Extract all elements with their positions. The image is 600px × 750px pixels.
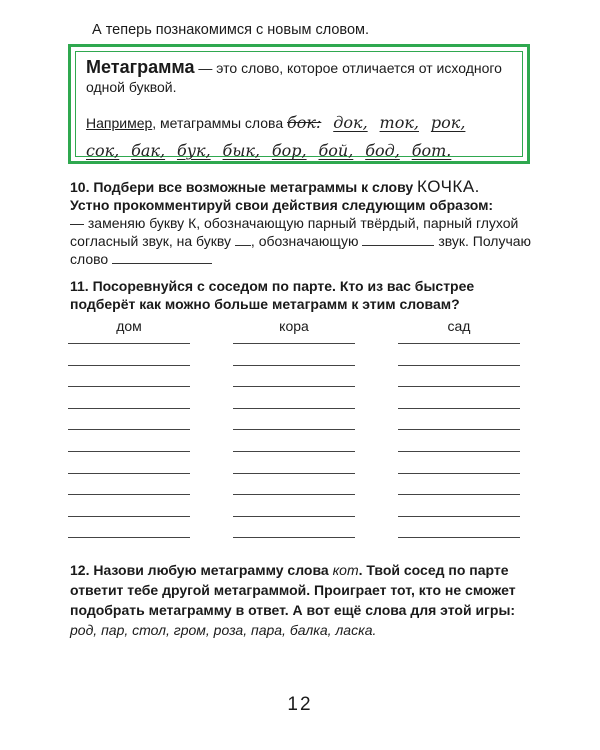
example-word: ток, xyxy=(379,113,419,132)
task-10-title: 10. Подбери все возможные метаграммы к слову xyxy=(70,179,414,195)
example-text: , метаграммы слова xyxy=(152,115,284,131)
answer-line[interactable] xyxy=(233,408,355,409)
column-kora xyxy=(233,318,355,538)
definition-box-inner xyxy=(75,51,523,160)
definition-term: Метаграмма xyxy=(86,57,195,77)
column-heading: кора xyxy=(279,318,309,334)
task-11 xyxy=(70,277,532,313)
answer-line[interactable] xyxy=(398,451,520,452)
example-word: бод, xyxy=(365,141,400,160)
task-10-line1b: , обозначающую xyxy=(250,233,359,249)
answer-line[interactable] xyxy=(398,537,520,538)
answer-line[interactable] xyxy=(68,494,190,495)
example-word: бор, xyxy=(271,141,307,160)
answer-line[interactable] xyxy=(233,386,355,387)
answer-line[interactable] xyxy=(233,429,355,430)
answer-line[interactable] xyxy=(68,386,190,387)
answer-line[interactable] xyxy=(233,537,355,538)
example-word: рок, xyxy=(430,113,466,132)
task-10-line1: — заменяю букву К, обозначающую парный твёрдый, парный глухой согласный звук, на букву xyxy=(70,215,519,249)
answer-line[interactable] xyxy=(398,408,520,409)
answer-line[interactable] xyxy=(233,343,355,344)
answer-line[interactable] xyxy=(398,473,520,474)
letter-blank[interactable] xyxy=(235,233,251,246)
example-word: бук, xyxy=(176,141,211,160)
example-base-word: бок: xyxy=(287,113,322,132)
page-number: 12 xyxy=(287,694,313,715)
answer-line[interactable] xyxy=(68,451,190,452)
answer-line[interactable] xyxy=(68,473,190,474)
task-12-words: род, пар, стол, гром, роза, пара, балка, ласка. xyxy=(70,622,377,638)
answer-line[interactable] xyxy=(398,516,520,517)
example-word: бак, xyxy=(131,141,166,160)
task-10-subtitle: Устно прокомментируй свои действия следующим образом: xyxy=(70,197,494,213)
example-lead: Например xyxy=(86,115,153,131)
answer-line[interactable] xyxy=(233,365,355,366)
task-12-word: кот xyxy=(332,562,359,578)
answer-line[interactable] xyxy=(68,343,190,344)
answer-line[interactable] xyxy=(398,429,520,430)
answer-line[interactable] xyxy=(398,343,520,344)
answer-line[interactable] xyxy=(68,537,190,538)
task-10 xyxy=(70,178,532,268)
example-word: сок, xyxy=(86,141,120,160)
task-12-part1: 12. Назови любую метаграмму слова xyxy=(70,562,329,578)
column-heading: дом xyxy=(116,318,142,334)
answer-line[interactable] xyxy=(233,516,355,517)
task-11-title: 11. Посоревнуйся с соседом по парте. Кто из вас быстрее подберёт как можно больше метаграмм к этим словам? xyxy=(70,278,475,312)
definition-paragraph xyxy=(86,58,512,97)
task-12 xyxy=(70,560,532,640)
task-10-line2: звук. Получаю слово xyxy=(70,233,532,267)
word-blank[interactable] xyxy=(112,251,212,264)
task-10-body xyxy=(70,214,532,268)
example-word: док, xyxy=(333,113,368,132)
task-12-text xyxy=(70,560,532,640)
task-12-part2: . Твой сосед по парте ответит тебе другой метаграммой. Проиграет тот, кто не сможет подобрать метаграмму в ответ. А вот ещё слова для этой игры: xyxy=(70,562,516,618)
task-10-word: КОЧКА. xyxy=(417,177,480,196)
example-word: бык, xyxy=(222,141,260,160)
task-10-title-line xyxy=(70,178,532,196)
answer-line[interactable] xyxy=(233,494,355,495)
intro-text: А теперь познакомимся с новым словом. xyxy=(92,22,370,38)
answer-line[interactable] xyxy=(398,494,520,495)
answer-line[interactable] xyxy=(233,451,355,452)
answer-line[interactable] xyxy=(233,473,355,474)
column-sad xyxy=(398,318,520,538)
answer-line[interactable] xyxy=(68,516,190,517)
example-word: бой, xyxy=(318,141,354,160)
answer-line[interactable] xyxy=(398,365,520,366)
answer-line[interactable] xyxy=(68,429,190,430)
example-word: бот. xyxy=(411,141,452,160)
definition-example xyxy=(86,109,512,165)
definition-box xyxy=(68,44,530,164)
answer-line[interactable] xyxy=(398,386,520,387)
answer-line[interactable] xyxy=(68,365,190,366)
column-heading: сад xyxy=(447,318,471,334)
definition-text: — это слово, которое отличается от исходного одной буквой. xyxy=(86,60,502,95)
column-dom xyxy=(68,318,190,538)
answer-line[interactable] xyxy=(68,408,190,409)
sound-blank[interactable] xyxy=(362,233,434,246)
